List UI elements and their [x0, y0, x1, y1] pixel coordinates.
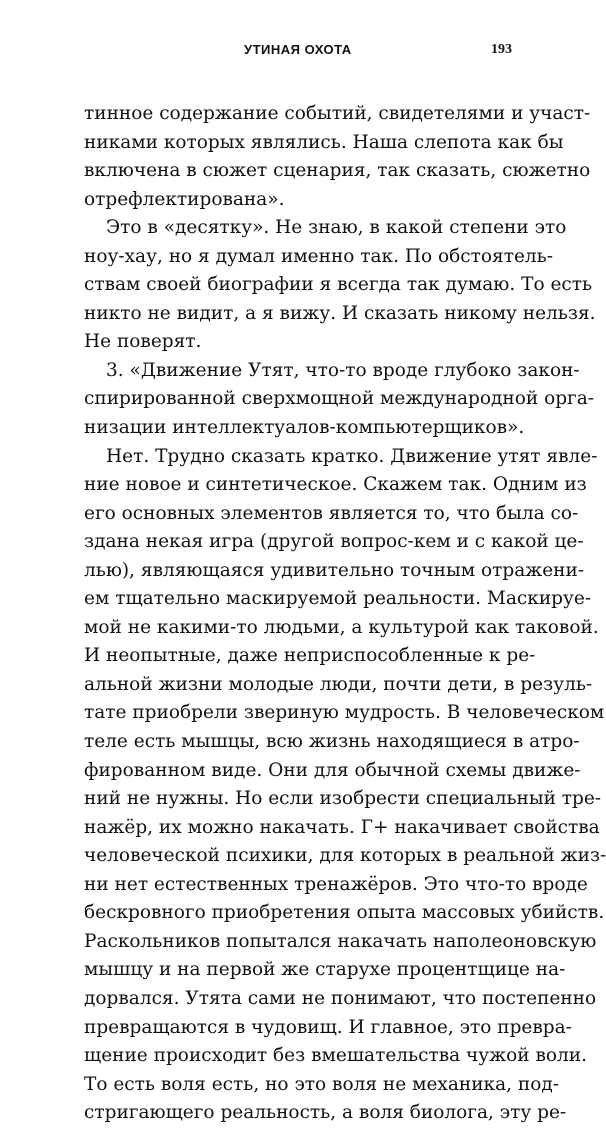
text-line: ноу-хау, но я думал именно так. По обстоятель- [84, 245, 553, 267]
text-line: мой не какими-то людьми, а культурой как таковой. [84, 616, 599, 638]
text-line: превращаются в чудовищ. И главное, это превра- [84, 1016, 572, 1038]
running-head [0, 42, 600, 62]
body-text [84, 100, 606, 1128]
text-line: спирированной сверхмощной международной орга- [84, 388, 595, 410]
text-line: дорвался. Утята сами не понимают, что постепенно [84, 987, 597, 1009]
text-line: нажёр, их можно накачать. Г+ накачивает свойства [84, 816, 600, 838]
text-line: здана некая игра (другой вопрос-кем и с какой це- [84, 531, 584, 553]
running-title: УТИНАЯ ОХОТА [244, 42, 352, 57]
text-line: никами которых являлись. Наша слепота как бы [84, 131, 564, 153]
text-line: ни нет естественных тренажёров. Это что-то вроде [84, 873, 588, 895]
text-line: фированном виде. Они для обычной схемы движе- [84, 759, 581, 781]
text-line: Это в «десятку». Не знаю, в какой степени это [106, 217, 567, 239]
text-line: ний не нужны. Но если изобрести специальный тре- [84, 788, 602, 810]
text-line: альной жизни молодые люди, почти дети, в резуль- [84, 673, 593, 695]
text-line: ствам своей биографии я всегда так думаю. То есть [84, 274, 593, 296]
text-line: ем тщательно маскируемой реальности. Маскируе- [84, 588, 592, 610]
text-line: мышцу и на первой же старухе процентщице на- [84, 959, 566, 981]
text-line: стригающего реальность, а воля биолога, эту ре- [84, 1102, 567, 1124]
text-line: То есть воля есть, но это воля не механика, под- [84, 1073, 559, 1095]
text-line: включена в сюжет сценария, так сказать, сюжетно [84, 160, 591, 182]
text-line: человеческой психики, для которых в реальной жиз- [84, 845, 606, 867]
text-line: ние новое и синтетическое. Скажем так. Одним из [84, 474, 587, 496]
text-line: щение происходит без вмешательства чужой воли. [84, 1045, 588, 1067]
text-line: никто не видит, а я вижу. И сказать никому нельзя. [84, 302, 596, 324]
text-line: Не поверят. [84, 331, 202, 353]
text-line: Нет. Трудно сказать кратко. Движение утят явле- [106, 445, 598, 467]
text-line: Раскольников попытался накачать наполеоновскую [84, 930, 597, 952]
text-line: теле есть мышцы, всю жизнь находящиеся в атро- [84, 731, 580, 753]
text-line: тинное содержание событий, свидетелями и участ- [84, 103, 591, 124]
text-line: И неопытные, даже неприспособленные к ре- [84, 645, 536, 667]
text-line: бескровного приобретения опыта массовых убийств. [84, 902, 605, 924]
text-line: низации интеллектуалов-компьютерщиков». [84, 417, 525, 439]
text-line: его основных элементов является то, что была со- [84, 502, 579, 524]
text-line: лью), являющаяся удивительно точным отражени- [84, 559, 585, 581]
text-line: отрефлектирована». [84, 188, 285, 210]
text-line: 3. «Движение Утят, что-то вроде глубоко закон- [106, 359, 580, 381]
page-number: 193 [491, 42, 512, 57]
text-line: тате приобрели звериную мудрость. В человеческом [84, 702, 605, 724]
